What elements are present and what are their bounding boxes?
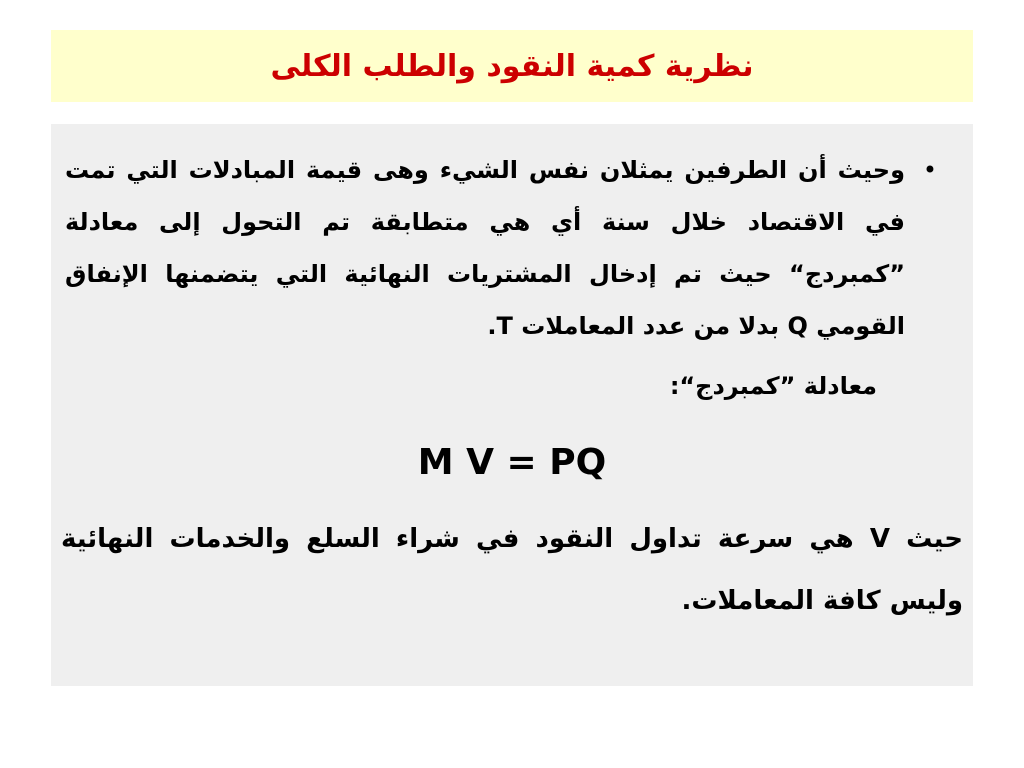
body-paragraph-2: حيث V هي سرعة تداول النقود في شراء السلع والخدمات النهائية وليس كافة المعاملات. [61, 524, 963, 616]
title-banner [51, 30, 973, 102]
formula: M V = PQ [417, 442, 607, 483]
slide-title: نظرية كمية النقود والطلب الكلى [270, 48, 754, 84]
content-panel [51, 124, 973, 686]
bullet-marker: • [922, 156, 937, 184]
formula-label: معادلة ”كمبردج“: [669, 372, 877, 400]
body-paragraph-1: وحيث أن الطرفين يمثلان نفس الشيء وهى قيمة المبادلات التي تمت في الاقتصاد خلال سنة أي هي متطابقة تم التحول إلى معادلة ”كمبردج“ حيث تم إدخال المشتريات النهائية التي يتضمنها الإنفاق القومي Q بدلا من عدد المعاملات T. [65, 156, 905, 340]
